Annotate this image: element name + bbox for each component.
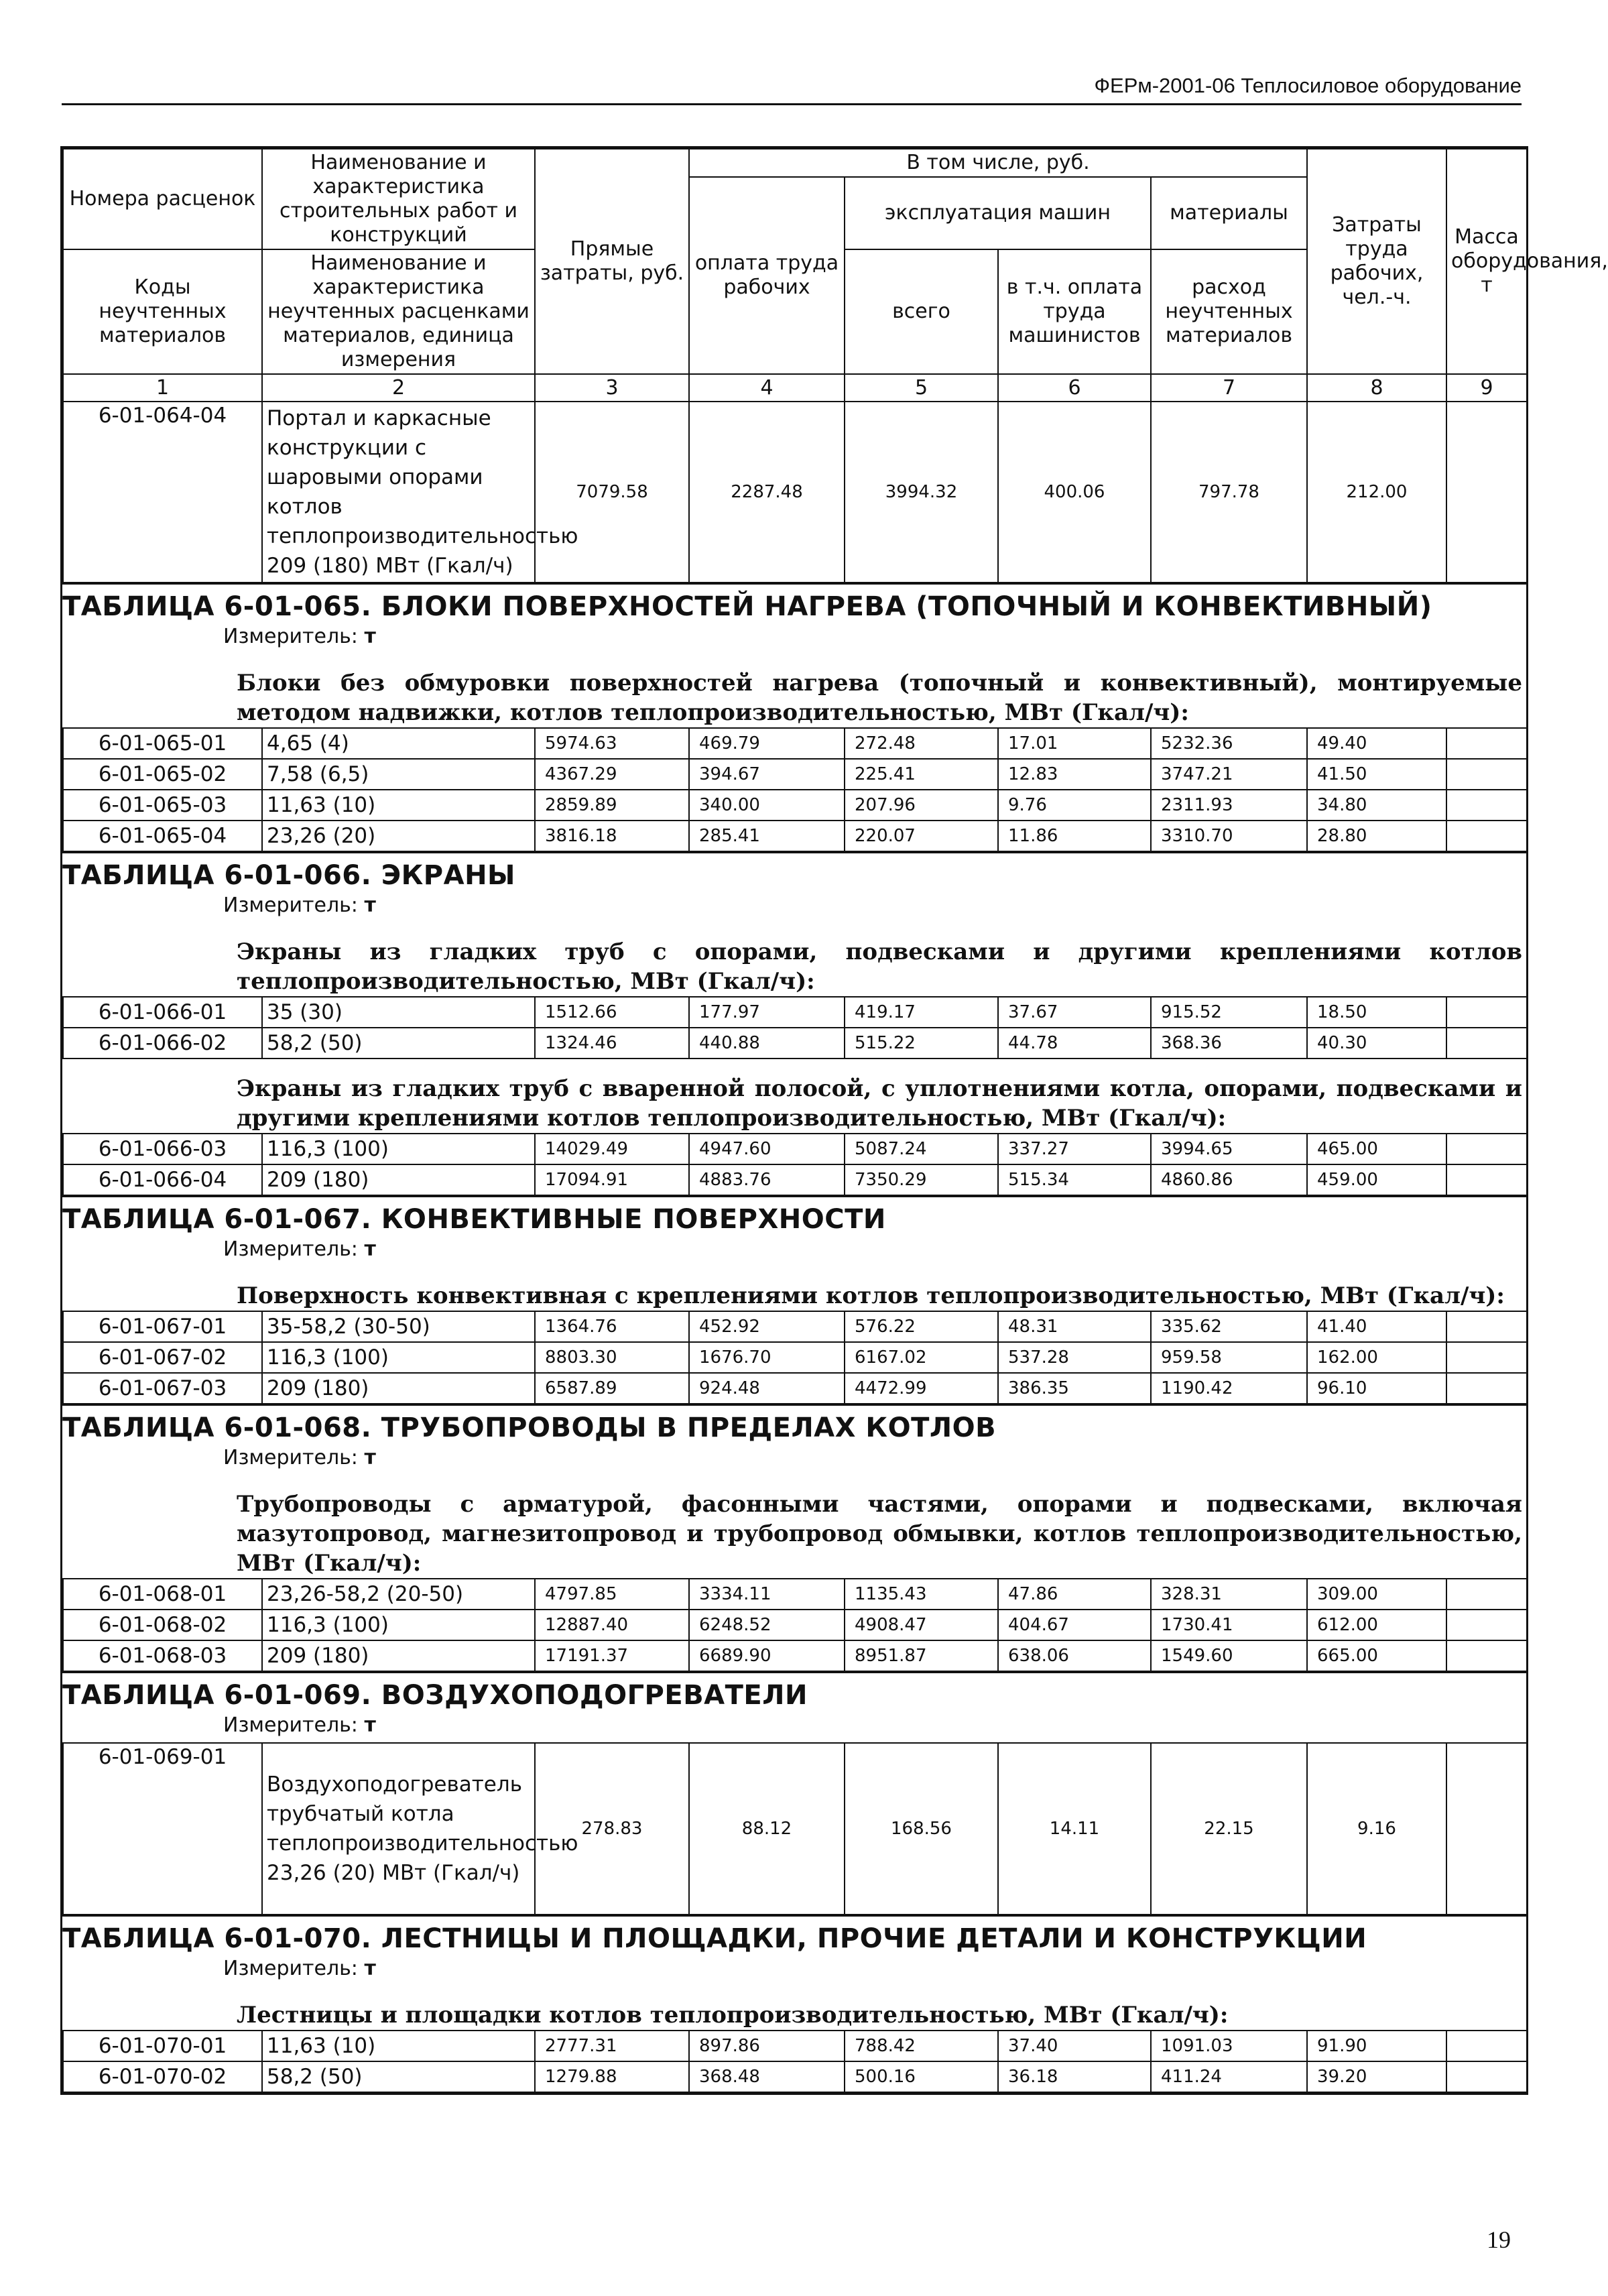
table-row [63,1164,1527,1195]
direct-cost: 1324.46 [535,1028,689,1059]
col-num: 2 [262,374,535,402]
equipment-mass [1446,997,1527,1028]
labor-hours: 212.00 [1307,402,1446,583]
machines-total: 788.42 [845,2031,998,2061]
materials-cost: 3747.21 [1151,759,1307,790]
machinist-pay: 37.67 [998,997,1151,1028]
col5-header: всего [845,249,998,374]
machines-total: 8951.87 [845,1640,998,1671]
rate-name: 116,3 (100) [262,1134,535,1164]
section-title: ТАБЛИЦА 6-01-068. ТРУБОПРОВОДЫ В ПРЕДЕЛАХ КОТЛОВ [62,1412,997,1443]
labor-pay: 6248.52 [689,1610,845,1640]
equipment-mass [1446,1640,1527,1671]
labor-pay: 1676.70 [689,1342,845,1373]
rate-code: 6-01-068-01 [63,1579,262,1610]
materials-cost: 335.62 [1151,1311,1307,1342]
section-title: ТАБЛИЦА 6-01-066. ЭКРАНЫ [62,860,515,891]
equipment-mass [1446,759,1527,790]
machines-total: 3994.32 [845,402,998,583]
section-table [62,996,1528,1059]
labor-hours: 162.00 [1307,1342,1446,1373]
section-table [62,2030,1528,2093]
rate-name: 11,63 (10) [262,2031,535,2061]
rate-code: 6-01-068-02 [63,1610,262,1640]
equipment-mass [1446,821,1527,851]
machines-total: 500.16 [845,2061,998,2092]
equipment-mass [1446,1579,1527,1610]
machines-total: 419.17 [845,997,998,1028]
rate-name: 58,2 (50) [262,1028,535,1059]
direct-cost: 1279.88 [535,2061,689,2092]
labor-hours: 41.50 [1307,759,1446,790]
rate-name: 209 (180) [262,1164,535,1195]
labor-pay: 4947.60 [689,1134,845,1164]
rate-name: 116,3 (100) [262,1342,535,1373]
direct-cost: 7079.58 [535,402,689,583]
labor-pay: 394.67 [689,759,845,790]
equipment-mass [1446,790,1527,821]
table-row [63,2061,1527,2092]
meter-line [62,625,1526,654]
col-num: 5 [845,374,998,402]
labor-hours: 40.30 [1307,1028,1446,1059]
machines-total: 7350.29 [845,1164,998,1195]
rate-name: 209 (180) [262,1640,535,1671]
rate-code: 6-01-069-01 [63,1743,262,1915]
machinist-pay: 36.18 [998,2061,1151,2092]
table-header [62,148,1608,583]
meter-label: Измеритель: [223,1957,358,1980]
group-description: Поверхность конвективная с креплениями котлов теплопроизводительностью, МВт (Гкал/ч): [237,1282,1505,1309]
machinist-pay: 17.01 [998,728,1151,759]
table-row [63,728,1527,759]
labor-pay: 469.79 [689,728,845,759]
machinist-pay: 44.78 [998,1028,1151,1059]
direct-cost: 14029.49 [535,1134,689,1164]
labor-hours: 28.80 [1307,821,1446,851]
section-title: ТАБЛИЦА 6-01-067. КОНВЕКТИВНЫЕ ПОВЕРХНОСТИ [62,1204,886,1235]
materials-cost: 328.31 [1151,1579,1307,1610]
table-row [63,821,1527,851]
materials-cost: 3994.65 [1151,1134,1307,1164]
section-table [62,1578,1528,1672]
rate-code: 6-01-070-01 [63,2031,262,2061]
col-num: 7 [1151,374,1307,402]
rate-name: 23,26 (20) [262,821,535,851]
rate-name: 7,58 (6,5) [262,759,535,790]
labor-hours: 34.80 [1307,790,1446,821]
rate-name: Воздухоподогреватель трубчатый котла теплопроизводительностью 23,26 (20) МВт (Гкал/ч) [262,1743,535,1915]
group-description: Блоки без обмуровки поверхностей нагрева (топочный и конвективный), монтируемые методом надвижки, котлов теплопроизводительностью, МВт (Гкал/ч): [237,670,1522,726]
col-num: 6 [998,374,1151,402]
materials-header: материалы [1151,177,1307,249]
rate-code: 6-01-067-01 [63,1311,262,1342]
page-number: 19 [1487,2226,1511,2253]
col-num: 8 [1307,374,1446,402]
meter-label: Измеритель: [223,1446,358,1469]
machines-total: 1135.43 [845,1579,998,1610]
equipment-mass [1446,1028,1527,1059]
direct-cost: 2777.31 [535,2031,689,2061]
meter-unit: т [364,1713,376,1737]
col-num: 3 [535,374,689,402]
table-row [63,1342,1527,1373]
meter-label: Измеритель: [223,1237,358,1261]
rate-name: 4,65 (4) [262,728,535,759]
group-description: Трубопроводы с арматурой, фасонными частями, опорами и подвесками, включая мазутопровод, магнезитопровод и трубопровод обмывки, котлов теплопроизводительностью, МВт (Гкал/ч): [237,1491,1522,1577]
machinist-pay: 14.11 [998,1743,1151,1915]
labor-pay: 440.88 [689,1028,845,1059]
table-row [63,1134,1527,1164]
section-table [62,727,1528,852]
equipment-mass [1446,1342,1527,1373]
table-row [63,1311,1527,1342]
materials-cost: 797.78 [1151,402,1307,583]
meter-label: Измеритель: [223,625,358,648]
table-section [62,583,1526,852]
materials-cost: 5232.36 [1151,728,1307,759]
equipment-mass [1446,2031,1527,2061]
machines-total: 220.07 [845,821,998,851]
materials-cost: 1091.03 [1151,2031,1307,2061]
table-row [63,1743,1527,1915]
rate-code: 6-01-065-01 [63,728,262,759]
rate-name: 58,2 (50) [262,2061,535,2092]
meter-unit: т [364,894,376,917]
col3-header: Прямые затраты, руб. [535,149,689,374]
direct-cost: 278.83 [535,1743,689,1915]
machinist-pay: 515.34 [998,1164,1151,1195]
rate-code: 6-01-068-03 [63,1640,262,1671]
table-section [62,1672,1526,1915]
equipment-mass [1446,1743,1527,1915]
meter-line [62,1446,1526,1475]
equipment-mass [1446,1134,1527,1164]
table-section [62,1404,1526,1672]
direct-cost: 1512.66 [535,997,689,1028]
direct-cost: 5974.63 [535,728,689,759]
labor-hours: 459.00 [1307,1164,1446,1195]
machinist-pay: 537.28 [998,1342,1151,1373]
direct-cost: 12887.40 [535,1610,689,1640]
group-header: В том числе, руб. [689,149,1307,177]
materials-cost: 1190.42 [1151,1373,1307,1404]
equipment-mass [1446,1610,1527,1640]
materials-cost: 1730.41 [1151,1610,1307,1640]
machinist-pay: 12.83 [998,759,1151,790]
materials-cost: 3310.70 [1151,821,1307,851]
equipment-mass [1446,1373,1527,1404]
direct-cost: 3816.18 [535,821,689,851]
machines-total: 515.22 [845,1028,998,1059]
rate-code: 6-01-066-03 [63,1134,262,1164]
col1-top: Номера расценок [63,149,262,249]
labor-pay: 368.48 [689,2061,845,2092]
table-section [62,852,1526,1196]
section-title: ТАБЛИЦА 6-01-069. ВОЗДУХОПОДОГРЕВАТЕЛИ [62,1680,808,1711]
rate-code: 6-01-065-03 [63,790,262,821]
col1-bottom: Коды неучтенных материалов [63,249,262,374]
group-description: Экраны из гладких труб с вваренной полосой, с уплотнениями котла, опорами, подвесками и другими креплениями котлов теплопроизводительностью, МВт (Гкал/ч): [237,1075,1522,1132]
machinist-pay: 48.31 [998,1311,1151,1342]
table-row [63,402,1527,583]
meter-line [62,1237,1526,1266]
machines-header: эксплуатация машин [845,177,1151,249]
materials-cost: 22.15 [1151,1743,1307,1915]
labor-hours: 309.00 [1307,1579,1446,1610]
section-title: ТАБЛИЦА 6-01-070. ЛЕСТНИЦЫ И ПЛОЩАДКИ, ПРОЧИЕ ДЕТАЛИ И КОНСТРУКЦИИ [62,1923,1367,1954]
table-row [63,997,1527,1028]
labor-pay: 88.12 [689,1743,845,1915]
labor-pay: 897.86 [689,2031,845,2061]
machinist-pay: 47.86 [998,1579,1151,1610]
labor-pay: 177.97 [689,997,845,1028]
rate-name: 11,63 (10) [262,790,535,821]
equipment-mass [1446,1164,1527,1195]
col6-header: в т.ч. оплата труда машинистов [998,249,1151,374]
direct-cost: 4367.29 [535,759,689,790]
machines-total: 207.96 [845,790,998,821]
meter-unit: т [364,1446,376,1469]
materials-cost: 915.52 [1151,997,1307,1028]
direct-cost: 4797.85 [535,1579,689,1610]
col7-header: расход неучтенных материалов [1151,249,1307,374]
col-num: 9 [1446,374,1527,402]
col-num: 1 [63,374,262,402]
rate-name: 23,26-58,2 (20-50) [262,1579,535,1610]
labor-hours: 9.16 [1307,1743,1446,1915]
table-row [63,1028,1527,1059]
labor-pay: 924.48 [689,1373,845,1404]
machines-total: 5087.24 [845,1134,998,1164]
direct-cost: 17094.91 [535,1164,689,1195]
meter-label: Измеритель: [223,1713,358,1737]
rate-code: 6-01-065-04 [63,821,262,851]
sections-container [62,583,1526,2093]
table-row [63,1579,1527,1610]
materials-cost: 959.58 [1151,1342,1307,1373]
direct-cost: 8803.30 [535,1342,689,1373]
column-numbers [63,374,1527,402]
labor-pay: 3334.11 [689,1579,845,1610]
labor-pay: 2287.48 [689,402,845,583]
direct-cost: 2859.89 [535,790,689,821]
rate-code: 6-01-070-02 [63,2061,262,2092]
section-title: ТАБЛИЦА 6-01-065. БЛОКИ ПОВЕРХНОСТЕЙ НАГРЕВА (ТОПОЧНЫЙ И КОНВЕКТИВНЫЙ) [62,591,1432,622]
rates-table [60,146,1608,2095]
table-row [63,790,1527,821]
table-row [63,759,1527,790]
equipment-mass [1446,1311,1527,1342]
machinist-pay: 404.67 [998,1610,1151,1640]
machines-total: 6167.02 [845,1342,998,1373]
labor-hours: 39.20 [1307,2061,1446,2092]
rate-code: 6-01-065-02 [63,759,262,790]
labor-pay: 4883.76 [689,1164,845,1195]
rate-code: 6-01-064-04 [63,402,262,583]
col-num: 4 [689,374,845,402]
table-row [63,2031,1527,2061]
meter-line [62,1713,1526,1742]
table-row [63,1373,1527,1404]
materials-cost: 4860.86 [1151,1164,1307,1195]
rate-code: 6-01-067-03 [63,1373,262,1404]
equipment-mass [1446,2061,1527,2092]
direct-cost: 6587.89 [535,1373,689,1404]
col2-top: Наименование и характеристика строительных работ и конструкций [262,149,535,249]
machinist-pay: 400.06 [998,402,1151,583]
machines-total: 225.41 [845,759,998,790]
materials-cost: 411.24 [1151,2061,1307,2092]
machinist-pay: 11.86 [998,821,1151,851]
machines-total: 272.48 [845,728,998,759]
section-table [62,1133,1528,1196]
meter-line [62,1957,1526,1986]
labor-hours: 18.50 [1307,997,1446,1028]
materials-cost: 368.36 [1151,1028,1307,1059]
labor-hours: 49.40 [1307,728,1446,759]
rate-name: 209 (180) [262,1373,535,1404]
col4-header: оплата труда рабочих [689,177,845,374]
rate-code: 6-01-066-01 [63,997,262,1028]
direct-cost: 1364.76 [535,1311,689,1342]
running-header: ФЕРм-2001-06 Теплосиловое оборудование [62,74,1522,105]
labor-hours: 41.40 [1307,1311,1446,1342]
rate-name: 116,3 (100) [262,1610,535,1640]
labor-hours: 665.00 [1307,1640,1446,1671]
col8-header: Затраты труда рабочих, чел.-ч. [1307,149,1446,374]
section-table [62,1311,1528,1404]
meter-unit: т [364,1237,376,1261]
direct-cost: 17191.37 [535,1640,689,1671]
rate-code: 6-01-066-04 [63,1164,262,1195]
labor-hours: 465.00 [1307,1134,1446,1164]
col9-header: Масса оборудования, т [1446,149,1527,374]
labor-hours: 91.90 [1307,2031,1446,2061]
machines-total: 168.56 [845,1743,998,1915]
labor-hours: 96.10 [1307,1373,1446,1404]
labor-pay: 285.41 [689,821,845,851]
materials-cost: 2311.93 [1151,790,1307,821]
meter-line [62,894,1526,922]
table-section [62,1196,1526,1404]
table-row [63,1610,1527,1640]
table-section [62,1915,1526,2093]
machines-total: 4908.47 [845,1610,998,1640]
section-table [62,1742,1528,1915]
meter-unit: т [364,625,376,648]
rate-name: Портал и каркасные конструкции с шаровыми опорами котлов теплопроизводительностью 209 (180) МВт (Гкал/ч) [262,402,535,583]
group-description: Экраны из гладких труб с опорами, подвесками и другими креплениями котлов теплопроизводительностью, МВт (Гкал/ч): [237,939,1522,995]
machines-total: 4472.99 [845,1373,998,1404]
rate-code: 6-01-066-02 [63,1028,262,1059]
labor-pay: 6689.90 [689,1640,845,1671]
equipment-mass [1446,728,1527,759]
col2-bottom: Наименование и характеристика неучтенных расценками материалов, единица измерения [262,249,535,374]
machinist-pay: 37.40 [998,2031,1151,2061]
table-row [63,1640,1527,1671]
machinist-pay: 9.76 [998,790,1151,821]
meter-unit: т [364,1957,376,1980]
materials-cost: 1549.60 [1151,1640,1307,1671]
labor-hours: 612.00 [1307,1610,1446,1640]
machinist-pay: 386.35 [998,1373,1151,1404]
labor-pay: 340.00 [689,790,845,821]
rate-name: 35-58,2 (30-50) [262,1311,535,1342]
rate-code: 6-01-067-02 [63,1342,262,1373]
meter-label: Измеритель: [223,894,358,917]
machinist-pay: 638.06 [998,1640,1151,1671]
rate-name: 35 (30) [262,997,535,1028]
group-description: Лестницы и площадки котлов теплопроизводительностью, МВт (Гкал/ч): [237,2002,1229,2029]
machinist-pay: 337.27 [998,1134,1151,1164]
labor-pay: 452.92 [689,1311,845,1342]
equipment-mass [1446,402,1527,583]
machines-total: 576.22 [845,1311,998,1342]
